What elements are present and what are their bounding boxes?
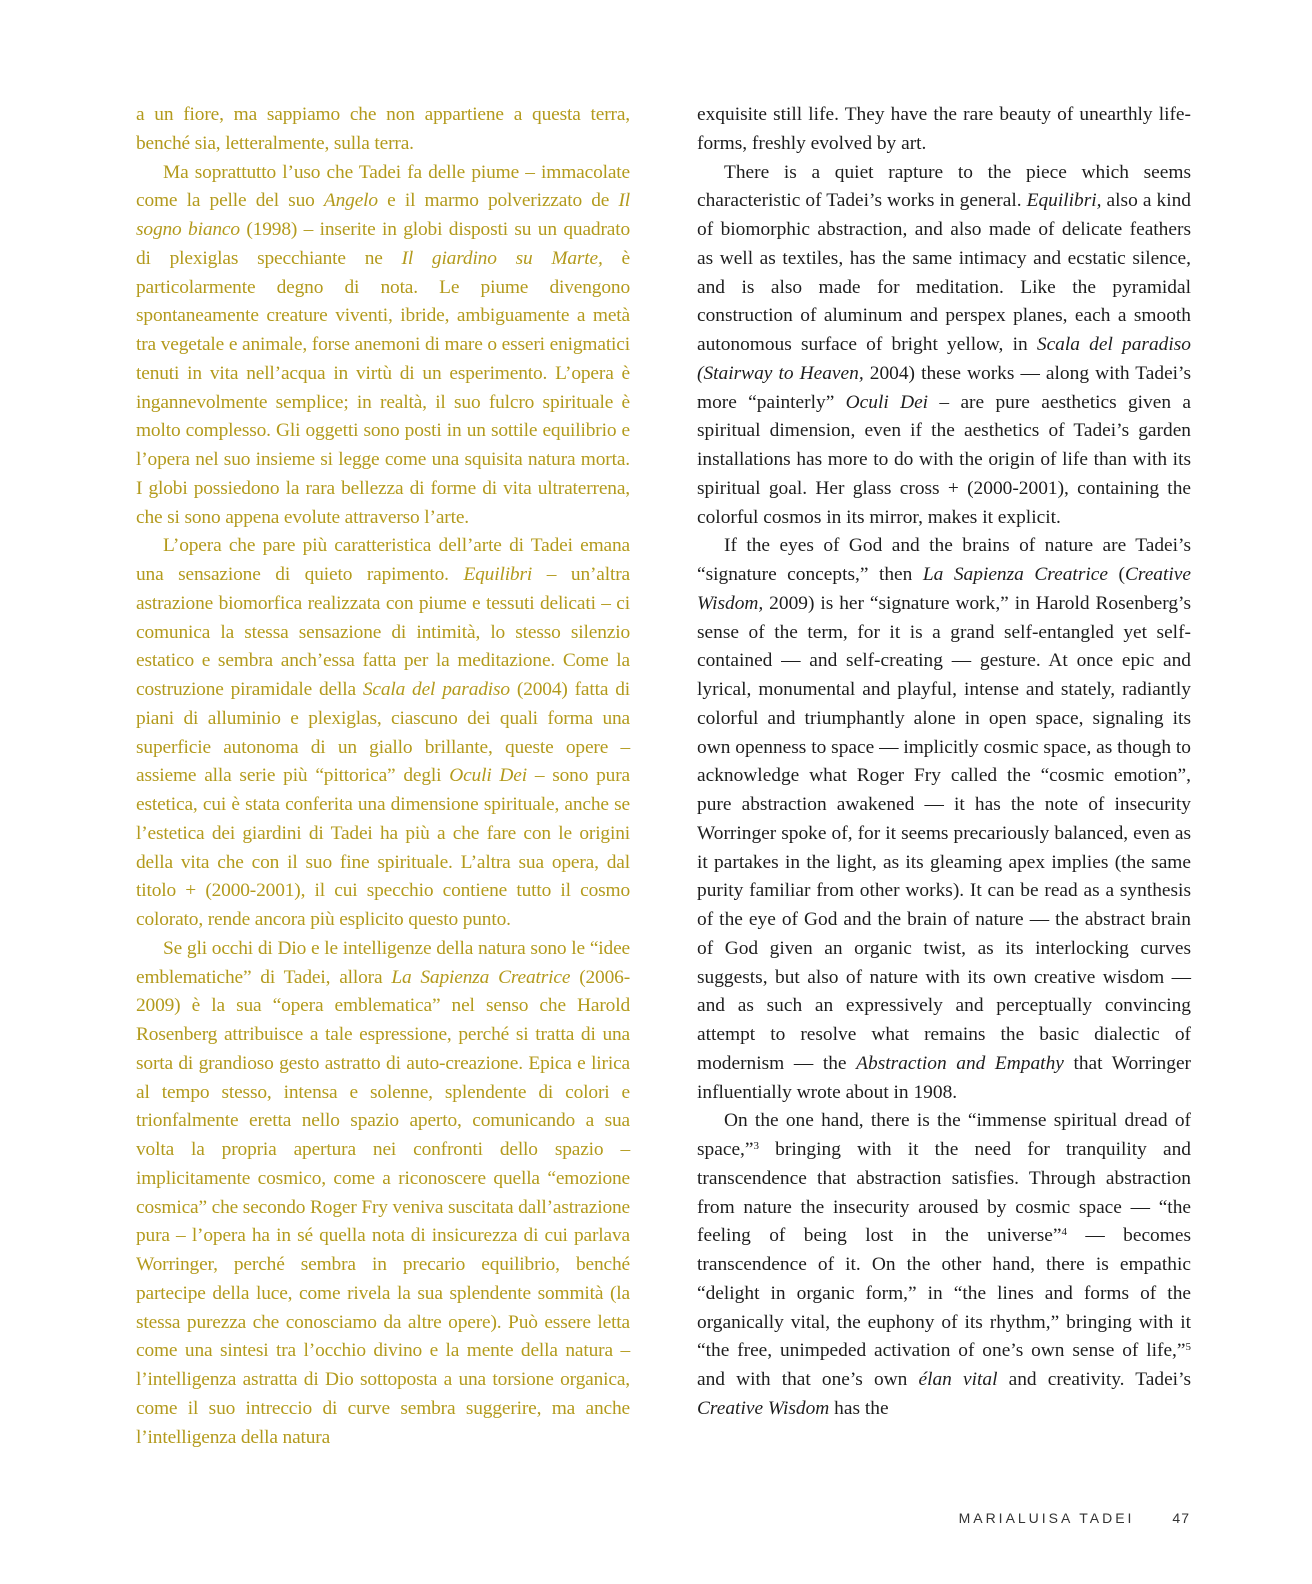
paragraph: exquisite still life. They have the rare beauty of unearthly life-forms, freshly evolved by art. (697, 104, 1191, 154)
italian-text-column (136, 101, 630, 1452)
paragraph: If the eyes of God and the brains of nature are Tadei’s “signature concepts,” then La Sapienza Creatrice (Creative Wisdom, 2009) is her “signature work,” in Harold Rosenberg’s sense of the term, for it is a grand self-entangled yet self-contained — and self-creating — gesture. At once epic and lyrical, monumental and playful, intense and stately, radiantly colorful and triumphantly alone in open space, signaling its own openness to space — implicitly cosmic space, as though to acknowledge what Roger Fry called the “cosmic emotion”, pure abstraction awakened — it has the note of insecurity Worringer spoke of, for it seems precariously balanced, even as it partakes in the light, as its gleaming apex implies (the same purity familiar from other works). It can be read as a synthesis of the eye of God and the brain of nature — the abstract brain of God given an organic twist, as its interlocking curves suggests, but also of nature with its own creative wisdom — and as such an expressively and perceptually convincing attempt to resolve what remains the basic dialectic of modernism — the Abstraction and Empathy that Worringer influentially wrote about in 1908. (697, 535, 1192, 1103)
artwork-title: Il sogno bianco (136, 190, 631, 240)
artwork-title: Equilibri, (1026, 190, 1102, 212)
paragraph: a un fiore, ma sappiamo che non appartiene a questa terra, benché sia, letteralmente, sulla terra. (136, 104, 630, 154)
page-number: 47 (1172, 1510, 1190, 1526)
italic-term: élan vital (918, 1369, 998, 1390)
footnote-marker: 5 (1185, 1341, 1191, 1354)
paragraph: On the one hand, there is the “immense spiritual dread of space,”$^3$ bringing with it the need for tranquility and transcendence that abstraction satisfies. Through abstraction from nature the insecurity aroused by cosmic space — “the feeling of being lost in the universe”$^4$ — becomes transcendence of it. On the other hand, there is empathic “delight in organic form,” in “the lines and forms of the organically vital, the euphony of its rhythm,” bringing with it “the free, unimpeded activation of one’s own sense of life,”$^5$ and with that one’s own élan vital and creativity. Tadei’s Creative Wisdom has the (697, 1110, 1192, 1419)
artwork-title: La Sapienza Creatrice (391, 966, 571, 988)
artwork-title: La Sapienza Creatrice (922, 564, 1108, 585)
artwork-title: Scala del paradiso (362, 679, 510, 700)
page-footer (959, 1510, 1190, 1526)
footnote-marker: 3 (753, 1140, 760, 1152)
book-title: Abstraction and Empathy (856, 1052, 1064, 1074)
artwork-title: Angelo (323, 190, 378, 212)
footnote-marker: 4 (1061, 1226, 1067, 1239)
artwork-title: Scala del paradiso (Stairway to Heaven, (697, 334, 1191, 384)
artwork-title: Oculi Dei (449, 765, 527, 787)
paragraph: L’opera che pare più caratteristica dell’arte di Tadei emana una sensazione di quieto rapimento. Equilibri – un’altra astrazione biomorfica realizzata con piume e tessuti delicati – ci comunica la stessa sensazione di intimità, lo stesso silenzio estatico e sembra anch’essa fatta per la meditazione. Come la costruzione piramidale della Scala del paradiso (2004) fatta di piani di alluminio e plexiglas, ciascuno dei quali forma una superficie autonoma di un giallo brillante, queste opere – assieme alla serie più “pittorica” degli Oculi Dei – sono pura estetica, cui è stata conferita una dimensione spirituale, anche se l’estetica dei giardini di Tadei ha più a che fare con le origini della vita che con il suo fine spirituale. L’altra sua opera, dal titolo + (2000-2001), il cui specchio contiene tutto il cosmo colorato, rende ancora più esplicito questo punto. (136, 535, 630, 930)
paragraph: Ma soprattutto l’uso che Tadei fa delle piume – immacolate come la pelle del suo Angelo e il marmo polverizzato de Il sogno bianco (1998) – inserite in globi disposti su un quadrato di plexiglas specchiante ne Il giardino su Marte, è particolarmente degno di nota. Le piume divengono spontaneamente creature viventi, ibride, ambiguamente a metà tra vegetale e animale, forse anemoni di mare o esseri enigmatici tenuti in vita nell’acqua in virtù di un esperimento. L’opera è ingannevolmente semplice; in realtà, il suo fulcro spirituale è molto complesso. Gli oggetti sono posti in un sottile equilibrio e l’opera nel suo insieme si legge come una squisita natura morta. I globi possiedono la rara bellezza di forme di vita ultraterrena, che si sono appena evolute attraverso l’arte. (136, 161, 631, 528)
artwork-title: Creative Wisdom, (697, 564, 1191, 614)
running-footer-author: MARIALUISA TADEI (958, 1510, 1135, 1526)
artwork-title: Equilibri (463, 564, 533, 585)
artwork-title: Il giardino su Marte, (401, 247, 603, 269)
english-text-column (697, 101, 1191, 1424)
paragraph: There is a quiet rapture to the piece which seems characteristic of Tadei’s works in general. Equilibri, also a kind of biomorphic abstraction, and also made of delicate feathers as well as textiles, has the same intimacy and ecstatic silence, and is also made for meditation. Like the pyramidal construction of aluminum and perspex planes, each a smooth autonomous surface of bright yellow, in Scala del paradiso (Stairway to Heaven, 2004) these works — along with Tadei’s more “painterly” Oculi Dei – are pure aesthetics given a spiritual dimension, even if the aesthetics of Tadei’s garden installations has more to do with the origin of life than with its spiritual goal. Her glass cross + (2000-2001), containing the colorful cosmos in its mirror, makes it explicit. (697, 161, 1191, 528)
paragraph: Se gli occhi di Dio e le intelligenze della natura sono le “idee emblematiche” di Tadei, allora La Sapienza Creatrice (2006-2009) è la sua “opera emblematica” nel senso che Harold Rosenberg attribuisce a tale espressione, perché si tratta di una sorta di grandioso gesto astratto di auto-creazione. Epica e lirica al tempo stesso, intensa e solenne, splendente di colori e trionfalmente eretta nello spazio aperto, comunicando a sua volta la propria apertura nei confronti dello spazio – implicitamente cosmico, come a riconoscere quella “emozione cosmica” che secondo Roger Fry veniva suscitata dall’astrazione pura – l’opera ha in sé quella nota di insicurezza di cui parlava Worringer, perché sembra in precario equilibrio, benché partecipe della luce, come rivela la sua splendente sommità (la stessa purezza che conosciamo da altre opere). Può essere letta come una sintesi tra l’occhio divino e la mente della natura – l’intelligenza astratta di Dio sottoposta a una torsione organica, come il suo intreccio di curve sembra suggerire, ma anche l’intelligenza della natura (136, 937, 631, 1448)
artwork-title: Oculi Dei (845, 391, 929, 413)
artwork-title: Creative Wisdom (697, 1397, 830, 1419)
